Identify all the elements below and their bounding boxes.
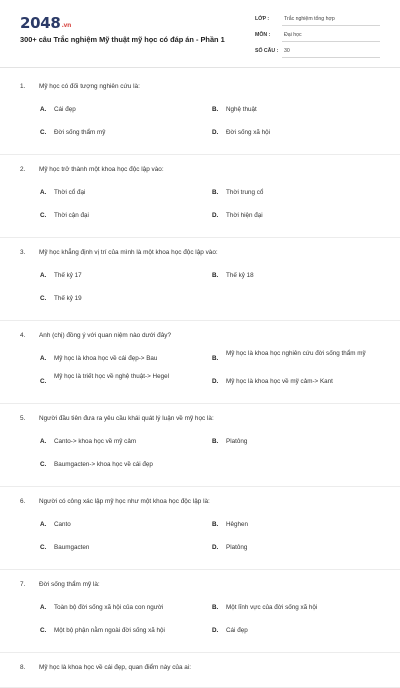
- option-letter: A.: [40, 521, 47, 528]
- options-group: [20, 189, 380, 235]
- question-prompt: Người đầu tiên đưa ra yêu cầu khái quát lý luận về mỹ học là:: [39, 415, 214, 422]
- option-letter: A.: [40, 106, 47, 113]
- option-letter: B.: [212, 438, 219, 445]
- option-text: Mỹ học là khoa học nghiên cứu đời sống thẩm mỹ: [226, 350, 366, 357]
- options-row: [20, 461, 380, 484]
- question-number: 1.: [20, 83, 26, 90]
- options-row: [20, 438, 380, 461]
- question-number: 4.: [20, 332, 26, 339]
- options-row: [20, 272, 380, 295]
- option-text: Platông: [226, 544, 248, 551]
- option-text: Đời sống thẩm mỹ: [54, 129, 106, 136]
- option-letter: A.: [40, 189, 47, 196]
- option-letter: D.: [212, 627, 219, 634]
- meta-value: 30: [284, 48, 290, 54]
- option-letter: C.: [40, 544, 47, 551]
- option-letter: C.: [40, 212, 47, 219]
- question-prompt: Anh (chị) đồng ý với quan niệm nào dưới đây?: [39, 332, 172, 339]
- option-letter: C.: [40, 378, 47, 385]
- option-text: Đời sống xã hội: [226, 129, 271, 136]
- option-text: Platông: [226, 438, 248, 445]
- question-spacer: [20, 318, 380, 320]
- meta-class: [255, 13, 380, 27]
- option-text: Toàn bộ đời sống xã hội của con người: [54, 604, 164, 611]
- question-item: [0, 80, 400, 155]
- option-text: Cái đẹp: [226, 627, 248, 634]
- options-row: [20, 212, 380, 235]
- question-text: [20, 246, 380, 272]
- option-text: Một lĩnh vực của đời sống xã hội: [226, 604, 318, 611]
- meta-subject: [255, 29, 380, 43]
- question-text: [20, 578, 380, 604]
- option-letter: C.: [40, 627, 47, 634]
- question-item: [0, 321, 400, 404]
- options-group: [20, 604, 380, 650]
- meta-label: SỐ CÂU :: [255, 48, 279, 54]
- option-text: Canto: [54, 521, 71, 528]
- question-text: [20, 163, 380, 189]
- options-row: [20, 189, 380, 212]
- option-text: Thời trung cổ: [226, 189, 264, 196]
- meta-underline: [282, 57, 380, 58]
- options-row: [20, 129, 380, 152]
- options-row: [20, 106, 380, 129]
- options-group: [20, 272, 380, 318]
- option-letter: B.: [212, 521, 219, 528]
- option-letter: B.: [212, 189, 219, 196]
- meta-underline: [282, 25, 380, 26]
- question-prompt: Mỹ học có đối tượng nghiên cứu là:: [39, 83, 140, 90]
- question-spacer: [20, 484, 380, 486]
- meta-label: LỚP :: [255, 16, 270, 22]
- option-letter: A.: [40, 438, 47, 445]
- question-spacer: [20, 650, 380, 652]
- options-row: [20, 295, 380, 318]
- meta-underline: [282, 41, 380, 42]
- question-prompt: Mỹ học trở thành một khoa học độc lập vào:: [39, 166, 164, 173]
- question-spacer: [20, 152, 380, 154]
- question-prompt: Mỹ học khẳng định vị trí của mình là một khoa học độc lập vào:: [39, 249, 218, 256]
- question-number: 2.: [20, 166, 26, 173]
- question-number: 6.: [20, 498, 26, 505]
- meta-value: Đại học: [284, 32, 302, 38]
- question-item: [0, 653, 400, 688]
- question-spacer: [20, 567, 380, 569]
- meta-label: MÔN :: [255, 32, 271, 38]
- question-item: [0, 238, 400, 321]
- question-spacer: [20, 401, 380, 403]
- question-prompt: Đời sống thẩm mỹ là:: [39, 581, 100, 588]
- option-letter: A.: [40, 272, 47, 279]
- option-letter: D.: [212, 378, 219, 385]
- question-item: [0, 155, 400, 238]
- options-row: [20, 604, 380, 627]
- option-letter: B.: [212, 355, 219, 362]
- option-letter: A.: [40, 355, 47, 362]
- option-text: Baumgacten: [54, 544, 90, 551]
- logo-suffix: .vn: [61, 22, 72, 29]
- option-letter: D.: [212, 544, 219, 551]
- question-item: [0, 487, 400, 570]
- option-text: Thế kỷ 17: [54, 272, 82, 279]
- question-number: 3.: [20, 249, 26, 256]
- question-text: [20, 495, 380, 521]
- question-number: 5.: [20, 415, 26, 422]
- options-group: [20, 438, 380, 484]
- option-text: Thời hiện đại: [226, 212, 263, 219]
- option-text: Mỹ học là khoa học về mỹ cảm-> Kant: [226, 378, 333, 385]
- option-text: Cái đẹp: [54, 106, 76, 113]
- option-text: Một bộ phận nằm ngoài đời sống xã hội: [54, 627, 165, 634]
- logo-text: 2048: [20, 14, 61, 32]
- option-letter: C.: [40, 129, 47, 136]
- option-letter: D.: [212, 212, 219, 219]
- option-text: Canto-> khoa học về mỹ cảm: [54, 438, 137, 445]
- option-letter: B.: [212, 604, 219, 611]
- question-number: 8.: [20, 664, 26, 671]
- option-letter: C.: [40, 295, 47, 302]
- option-letter: A.: [40, 604, 47, 611]
- option-letter: D.: [212, 129, 219, 136]
- meta-question-count: [255, 45, 380, 59]
- option-text: Thế kỷ 18: [226, 272, 254, 279]
- meta-value: Trắc nghiệm tổng hợp: [284, 16, 335, 22]
- options-group: [20, 106, 380, 152]
- option-letter: B.: [212, 106, 219, 113]
- question-prompt: Người có công xác lập mỹ học như một khoa học độc lập là:: [39, 498, 210, 505]
- option-text: Baumgacten-> khoa học về cái đẹp: [54, 461, 153, 468]
- options-row: [20, 373, 380, 401]
- page-title: 300+ câu Trắc nghiệm Mỹ thuật mỹ học có đáp án - Phần 1: [20, 35, 225, 44]
- question-item: [0, 404, 400, 487]
- options-row: [20, 544, 380, 567]
- option-text: Thế kỷ 19: [54, 295, 82, 302]
- site-logo[interactable]: [20, 14, 71, 32]
- options-row: [20, 521, 380, 544]
- question-prompt: Mỹ học là khoa học về cái đẹp, quan điểm này của ai:: [39, 664, 192, 671]
- option-text: Hêghen: [226, 521, 249, 528]
- question-list: [0, 80, 400, 688]
- document-header: [0, 0, 400, 68]
- option-letter: C.: [40, 461, 47, 468]
- options-group: [20, 350, 380, 401]
- options-row: [20, 627, 380, 650]
- option-text: Mỹ học là triết học về nghệ thuật-> Hegel: [54, 373, 169, 380]
- question-text: [20, 412, 380, 438]
- option-text: Thời cổ đại: [54, 189, 86, 196]
- question-number: 7.: [20, 581, 26, 588]
- header-divider: [0, 67, 400, 68]
- question-spacer: [20, 235, 380, 237]
- option-text: Mỹ học là khoa học về cái đẹp-> Bau: [54, 355, 158, 362]
- option-text: Thời cận đại: [54, 212, 89, 219]
- option-text: Nghệ thuật: [226, 106, 257, 113]
- question-item: [0, 570, 400, 653]
- question-text: [20, 661, 380, 687]
- question-text: [20, 80, 380, 106]
- options-group: [20, 521, 380, 567]
- option-letter: B.: [212, 272, 219, 279]
